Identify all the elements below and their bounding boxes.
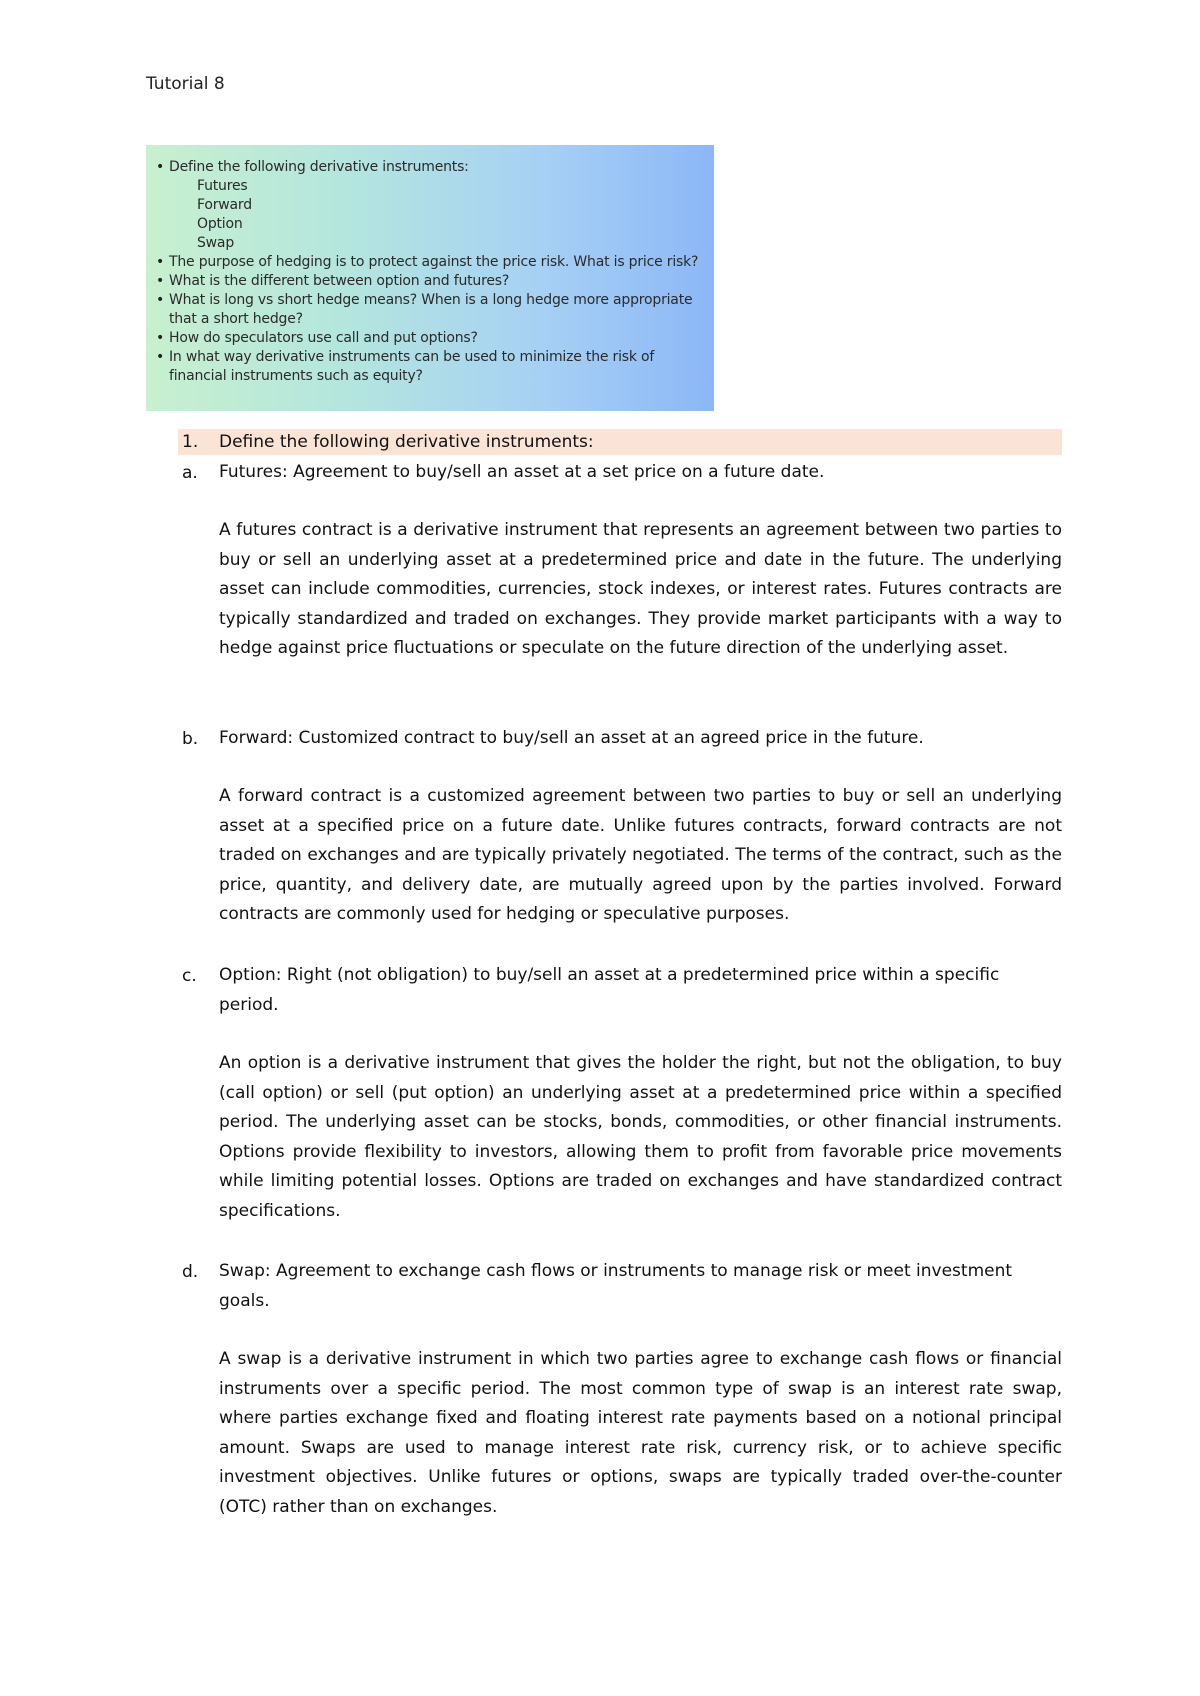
item-summary: Option: Right (not obligation) to buy/sell an asset at a predetermined price within a specific period.	[219, 965, 1000, 1015]
item-summary: Swap: Agreement to exchange cash flows or instruments to manage risk or meet investment goals.	[219, 1261, 1013, 1311]
question-heading-text: Define the following derivative instruments:	[219, 432, 594, 452]
question-bullet	[156, 158, 704, 253]
question-text: Define the following derivative instruments:	[169, 159, 469, 175]
question-bullet: • The purpose of hedging is to protect against the price risk. What is price risk?	[156, 253, 704, 272]
item-summary: Forward: Customized contract to buy/sell an asset at an agreed price in the future.	[219, 728, 924, 748]
question-bullet: • What is the different between option and futures?	[156, 272, 704, 291]
question-list	[156, 158, 704, 386]
sub-item: Forward	[197, 197, 252, 213]
item-label: c.	[182, 966, 197, 986]
item-summary: Futures: Agreement to buy/sell an asset at a set price on a future date.	[219, 462, 825, 482]
question-bullet: • How do speculators use call and put options?	[156, 329, 704, 348]
item-paragraph: An option is a derivative instrument that gives the holder the right, but not the obligation, to buy (call option) or sell (put option) an underlying asset at a predetermined price within a specified period. The underlying asset can be stocks, bonds, commodities, or other financial instruments. Options provide flexibility to investors, allowing them to profit from favorable price movements while limiting potential losses. Options are traded on exchanges and have standardized contract specifications.	[219, 1053, 1062, 1221]
question-bullet: • What is long vs short hedge means? When is a long hedge more appropriate that a short hedge?	[156, 291, 704, 329]
tutorial-questions-image	[146, 145, 714, 411]
sub-item: Option	[197, 216, 243, 232]
item-label: d.	[182, 1262, 199, 1282]
item-paragraph: A swap is a derivative instrument in which two parties agree to exchange cash flows or financial instruments over a specific period. The most common type of swap is an interest rate swap, where parties exchange fixed and floating interest rate payments based on a notional principal amount. Swaps are used to manage interest rate risk, currency risk, or to achieve specific investment objectives. Unlike futures or options, swaps are typically traded over-the-counter (OTC) rather than on exchanges.	[219, 1349, 1062, 1517]
sub-item: Swap	[197, 235, 235, 251]
item-label: b.	[182, 729, 199, 749]
sub-item: Futures	[197, 178, 248, 194]
item-paragraph: A futures contract is a derivative instrument that represents an agreement between two parties to buy or sell an underlying asset at a predetermined price and date in the future. The underlying asset can include commodities, currencies, stock indexes, or interest rates. Futures contracts are typically standardized and traded on exchanges. They provide market participants with a way to hedge against price fluctuations or speculate on the future direction of the underlying asset.	[219, 520, 1062, 658]
question-heading	[178, 429, 1062, 455]
item-paragraph: A forward contract is a customized agreement between two parties to buy or sell an underlying asset at a specified price on a future date. Unlike futures contracts, forward contracts are not traded on exchanges and are typically privately negotiated. The terms of the contract, such as the price, quantity, and delivery date, are mutually agreed upon by the parties involved. Forward contracts are commonly used for hedging or speculative purposes.	[219, 786, 1062, 924]
question-bullet: • In what way derivative instruments can be used to minimize the risk of financial instruments such as equity?	[156, 348, 704, 386]
document-title: Tutorial 8	[146, 74, 225, 94]
item-label: a.	[182, 463, 198, 483]
question-number: 1.	[182, 432, 199, 452]
